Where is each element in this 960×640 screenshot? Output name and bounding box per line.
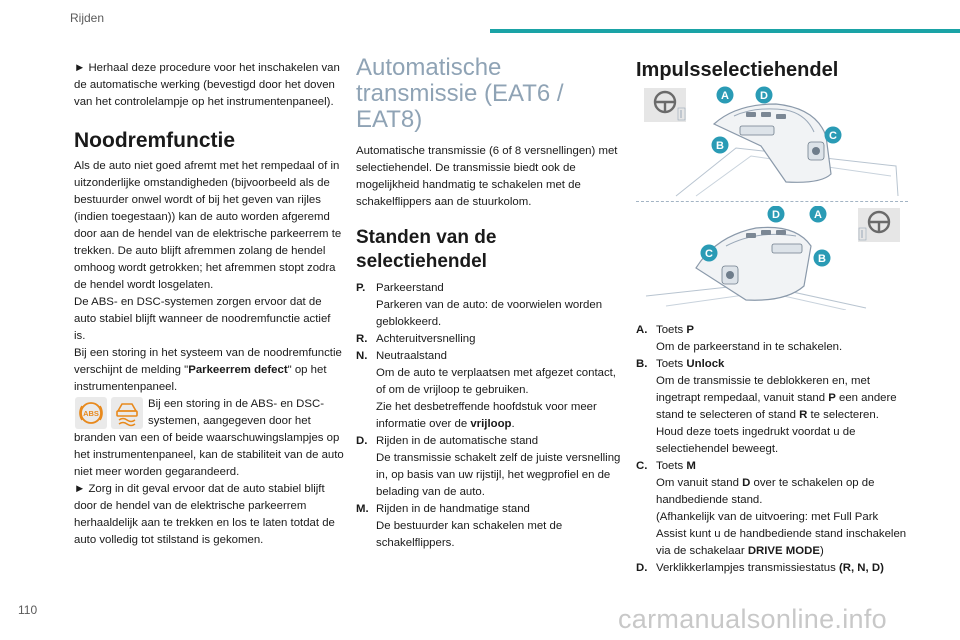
header-section-label: Rijden [70, 11, 105, 25]
list-item-m: M. Rijden in de handmatige stand De bestuurder kan schakelen met de schakelflippers. [356, 503, 563, 549]
list-item-p: P. Parkeerstand Parkeren van de auto: de voorwielen worden geblokkeerd. [356, 282, 603, 328]
svg-text:A: A [814, 209, 822, 221]
svg-text:B: B [818, 253, 826, 265]
list-item-r: R. Achteruitversnelling [356, 333, 476, 345]
list-item-n: N. Neutraalstand Om de auto te verplaatsen met afgezet contact, of om de vrijloop te gebruiken. Zie het desbetreffende hoofdstuk voor meer informatie over de vrijloop. [356, 350, 616, 430]
column-emergency-braking [74, 60, 344, 549]
intro-paragraph: ► Herhaal deze procedure voor het inschakelen van de automatische werking (bevestigd door het doven van het controlelampje op het instrumentenpaneel). [74, 62, 340, 108]
steering-wheel-icon-rhd [858, 208, 900, 242]
abs-warning-icon [75, 397, 107, 429]
watermark-text: carmanualsonline.info [618, 604, 887, 634]
heading-selector-positions: Standen van de selectiehendel [356, 227, 497, 272]
paragraph-warning-lamps: Bij een storing in de ABS- en DSC-systemen, aangegeven door het branden van een of beide waarschuwingslampjes op het instrumentenpaneel, kan de stabiliteit van de auto niet meer worden gegarandeerd. [74, 398, 344, 478]
paragraph-stabilize: ► Zorg in dit geval ervoor dat de auto stabiel blijft door de hendel van de elektrische parkeerrem herhaaldelijk aan te trekken en los te laten totdat de auto volledig tot stilstand is gekomen. [74, 483, 335, 546]
dsc-warning-icon [111, 397, 143, 429]
header-accent-bar [490, 29, 960, 33]
warning-icons [74, 396, 144, 430]
heading-automatic-transmission: Automatische transmissie (EAT6 / EAT8) [356, 54, 564, 133]
svg-text:D: D [760, 90, 768, 102]
legend-item-b: B. Toets Unlock Om de transmissie te deblokkeren en, met ingetrapt rempedaal, vanuit stand P een andere stand te selecteren of stand R te selecteren. Houd deze toets ingedrukt voordat u de selectiehendel beweegt. [636, 358, 897, 455]
page-number: 110 [18, 603, 38, 617]
warning-lamp-paragraph [74, 396, 344, 481]
legend-item-a: A. Toets P Om de parkeerstand in te schakelen. [636, 324, 843, 353]
svg-text:B: B [716, 140, 724, 152]
impulse-selector-legend [636, 322, 911, 577]
paragraph-abs-dsc: De ABS- en DSC-systemen zorgen ervoor dat de auto stabiel blijft wanneer de noodremfunctie actief is. [74, 296, 331, 342]
list-item-d: D. Rijden in de automatische stand De transmissie schakelt zelf de juiste versnelling in, op basis van uw rijstijl, het wegprofiel en de belading van de auto. [356, 435, 621, 498]
heading-noodremfunctie: Noodremfunctie [74, 129, 236, 152]
heading-impulse-selector: Impulsselectiehendel [636, 59, 839, 81]
steering-wheel-icon [644, 88, 686, 122]
column-automatic-transmission [356, 55, 622, 552]
column-impulse-selector [636, 55, 911, 83]
paragraph-emergency-brake: Als de auto niet goed afremt met het rempedaal of in uitzonderlijke omstandigheden (bijvoorbeeld als de bestuurder onwel wordt of bij het geven van rijles (indien toegestaan)) kan de auto worden afgeremd door aan de hendel van de elektrische parkeerrem te trekken. De auto blijft afremmen zolang de hendel omhoog wordt getrokken; het afremmen stopt zodra de hendel wordt losgelaten. [74, 160, 342, 291]
legend-item-d: D. Verklikkerlampjes transmissiestatus (R, N, D) [636, 562, 884, 574]
paragraph-transmission-intro: Automatische transmissie (6 of 8 versnellingen) met selectiehendel. De transmissie biedt ook de mogelijkheid handmatig te schakelen met de schakelflippers aan de stuurkolom. [356, 145, 618, 208]
selector-lever-figure-rhd [636, 206, 908, 310]
figure-divider [636, 201, 908, 202]
svg-text:ABS: ABS [83, 409, 99, 418]
selector-lever-figure-lhd [636, 86, 908, 198]
svg-text:D: D [772, 209, 780, 221]
paragraph-fault-message: Bij een storing in het systeem van de noodremfunctie verschijnt de melding "Parkeerrem defect" op het instrumentenpaneel. [74, 347, 342, 393]
svg-text:A: A [721, 90, 729, 102]
legend-item-c: C. Toets M Om vanuit stand D over te schakelen op de handbediende stand. (Afhankelijk van de uitvoering: met Full Park Assist kunt u de handbediende stand inschakelen via de schakelaar DRIVE MODE) [636, 460, 907, 557]
fault-message-text: Parkeerrem defect [188, 364, 288, 376]
svg-text:C: C [829, 130, 837, 142]
svg-text:C: C [705, 248, 713, 260]
